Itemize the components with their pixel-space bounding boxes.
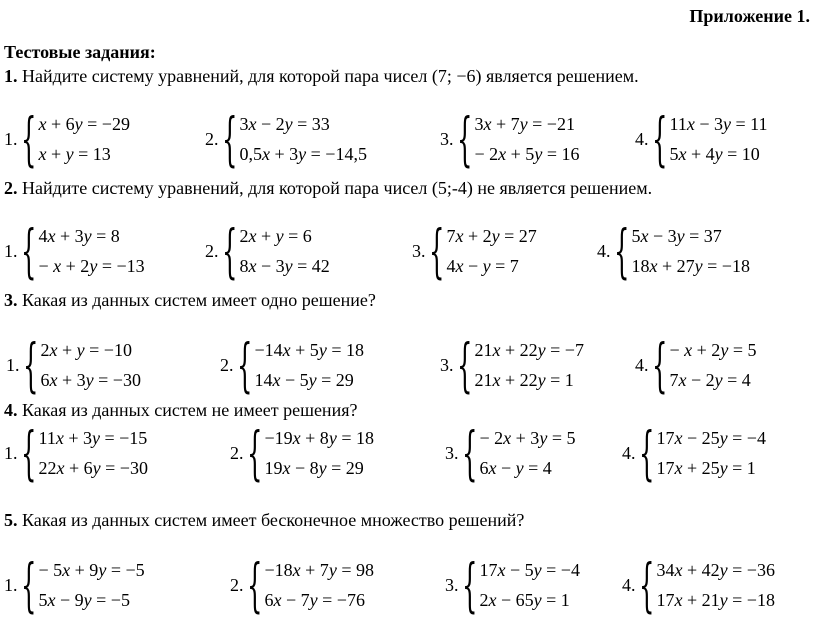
equation-1: 5x − 3y = 37 xyxy=(631,226,722,246)
option-3-3[interactable] xyxy=(440,332,584,398)
system-brace: { xyxy=(651,331,668,399)
system-brace: { xyxy=(22,331,39,399)
system-brace: { xyxy=(246,551,263,619)
option-3-2[interactable] xyxy=(220,332,364,398)
option-2-4[interactable] xyxy=(597,218,750,284)
system-brace: { xyxy=(638,551,655,619)
system-brace: { xyxy=(456,331,473,399)
equation-1: − x + 2y = 5 xyxy=(669,340,757,360)
option-3-4[interactable] xyxy=(635,332,756,398)
equation-1: 34x + 42y = −36 xyxy=(656,560,775,580)
equation-2: 7x − 2y = 4 xyxy=(669,370,751,390)
equation-1: x + 6y = −29 xyxy=(38,114,130,134)
option-label: 2. xyxy=(220,354,234,375)
appendix-title: Приложение 1. xyxy=(689,6,810,26)
equation-2: x + y = 13 xyxy=(38,144,111,164)
system-brace: { xyxy=(461,551,478,619)
option-label: 3. xyxy=(440,354,454,375)
system-brace: { xyxy=(638,419,655,487)
system-brace: { xyxy=(461,419,478,487)
equation-2: 4x − y = 7 xyxy=(446,256,519,276)
option-1-4[interactable] xyxy=(635,106,767,172)
system-brace: { xyxy=(246,419,263,487)
equation-2: 0,5x + 3y = −14,5 xyxy=(239,144,367,164)
question-text: Найдите систему уравнений, для которой пара чисел (5;-4) не является решением. xyxy=(22,178,653,198)
equation-2: − x + 2y = −13 xyxy=(38,256,145,276)
option-2-1[interactable] xyxy=(4,218,145,284)
question-5 xyxy=(4,510,524,531)
option-label: 3. xyxy=(445,574,459,595)
equation-2: 8x − 3y = 42 xyxy=(239,256,330,276)
tests-heading: Тестовые задания: xyxy=(4,42,156,62)
question-3 xyxy=(4,290,376,311)
equation-2: 17x + 25y = 1 xyxy=(656,458,756,478)
options-row-3 xyxy=(0,332,816,398)
question-number: 5. xyxy=(4,510,18,530)
option-1-2[interactable] xyxy=(205,106,367,172)
option-label: 3. xyxy=(412,240,426,261)
option-5-1[interactable] xyxy=(4,552,145,618)
system-brace: { xyxy=(613,217,630,285)
equation-1: − 2x + 3y = 5 xyxy=(479,428,576,448)
equation-2: 5x + 4y = 10 xyxy=(669,144,760,164)
option-label: 4. xyxy=(597,240,611,261)
option-5-3[interactable] xyxy=(445,552,580,618)
option-5-2[interactable] xyxy=(230,552,374,618)
equation-1: 3x + 7y = −21 xyxy=(474,114,575,134)
equation-2: 22x + 6y = −30 xyxy=(38,458,148,478)
option-label: 2. xyxy=(205,128,219,149)
system-brace: { xyxy=(221,217,238,285)
option-4-1[interactable] xyxy=(4,420,148,486)
option-label: 4. xyxy=(622,574,636,595)
option-1-1[interactable] xyxy=(4,106,130,172)
system-brace: { xyxy=(651,105,668,173)
options-row-5 xyxy=(0,552,816,618)
option-label: 1. xyxy=(6,354,20,375)
equation-1: 3x − 2y = 33 xyxy=(239,114,330,134)
option-label: 3. xyxy=(445,442,459,463)
option-4-3[interactable] xyxy=(445,420,575,486)
option-label: 2. xyxy=(230,442,244,463)
option-4-4[interactable] xyxy=(622,420,766,486)
question-number: 2. xyxy=(4,178,18,198)
question-text: Найдите систему уравнений, для которой пара чисел (7; −6) является решением. xyxy=(22,66,639,86)
equation-2: 18x + 27y = −18 xyxy=(631,256,750,276)
option-label: 1. xyxy=(4,442,18,463)
question-number: 1. xyxy=(4,66,18,86)
equation-2: 17x + 21y = −18 xyxy=(656,590,775,610)
equation-1: −18x + 7y = 98 xyxy=(264,560,374,580)
option-label: 3. xyxy=(440,128,454,149)
options-row-2 xyxy=(0,218,816,284)
equation-2: 21x + 22y = 1 xyxy=(474,370,574,390)
question-number: 4. xyxy=(4,400,18,420)
option-3-1[interactable] xyxy=(6,332,141,398)
system-brace: { xyxy=(20,551,37,619)
option-label: 2. xyxy=(205,240,219,261)
question-text: Какая из данных систем имеет одно решение? xyxy=(22,290,376,310)
system-brace: { xyxy=(456,105,473,173)
equation-2: 6x − 7y = −76 xyxy=(264,590,365,610)
question-2 xyxy=(4,178,652,199)
option-label: 1. xyxy=(4,574,18,595)
equation-1: 17x − 5y = −4 xyxy=(479,560,580,580)
equation-1: 4x + 3y = 8 xyxy=(38,226,120,246)
system-brace: { xyxy=(20,217,37,285)
equation-2: 2x − 65y = 1 xyxy=(479,590,570,610)
equation-1: −14x + 5y = 18 xyxy=(254,340,364,360)
system-brace: { xyxy=(428,217,445,285)
option-5-4[interactable] xyxy=(622,552,775,618)
options-row-4 xyxy=(0,420,816,486)
option-label: 4. xyxy=(635,128,649,149)
equation-2: 14x − 5y = 29 xyxy=(254,370,354,390)
option-label: 4. xyxy=(635,354,649,375)
option-label: 1. xyxy=(4,240,18,261)
system-brace: { xyxy=(236,331,253,399)
question-text: Какая из данных систем имеет бесконечное множество решений? xyxy=(22,510,525,530)
question-text: Какая из данных систем не имеет решения? xyxy=(22,400,358,420)
equation-2: 5x − 9y = −5 xyxy=(38,590,130,610)
option-label: 4. xyxy=(622,442,636,463)
system-brace: { xyxy=(221,105,238,173)
option-4-2[interactable] xyxy=(230,420,374,486)
option-2-3[interactable] xyxy=(412,218,537,284)
equation-2: − 2x + 5y = 16 xyxy=(474,144,580,164)
equation-1: 21x + 22y = −7 xyxy=(474,340,584,360)
equation-1: 2x + y = 6 xyxy=(239,226,312,246)
question-4 xyxy=(4,400,357,421)
equation-1: 11x + 3y = −15 xyxy=(38,428,148,448)
equation-2: 6x + 3y = −30 xyxy=(40,370,141,390)
system-brace: { xyxy=(20,419,37,487)
option-1-3[interactable] xyxy=(440,106,579,172)
equation-2: 6x − y = 4 xyxy=(479,458,552,478)
equation-1: 17x − 25y = −4 xyxy=(656,428,766,448)
equation-1: − 5x + 9y = −5 xyxy=(38,560,145,580)
equation-1: 7x + 2y = 27 xyxy=(446,226,537,246)
options-row-1 xyxy=(0,106,816,172)
option-2-2[interactable] xyxy=(205,218,330,284)
equation-2: 19x − 8y = 29 xyxy=(264,458,364,478)
option-label: 2. xyxy=(230,574,244,595)
equation-1: 11x − 3y = 11 xyxy=(669,114,768,134)
equation-1: 2x + y = −10 xyxy=(40,340,132,360)
option-label: 1. xyxy=(4,128,18,149)
question-1 xyxy=(4,66,639,87)
equation-1: −19x + 8y = 18 xyxy=(264,428,374,448)
system-brace: { xyxy=(20,105,37,173)
question-number: 3. xyxy=(4,290,18,310)
